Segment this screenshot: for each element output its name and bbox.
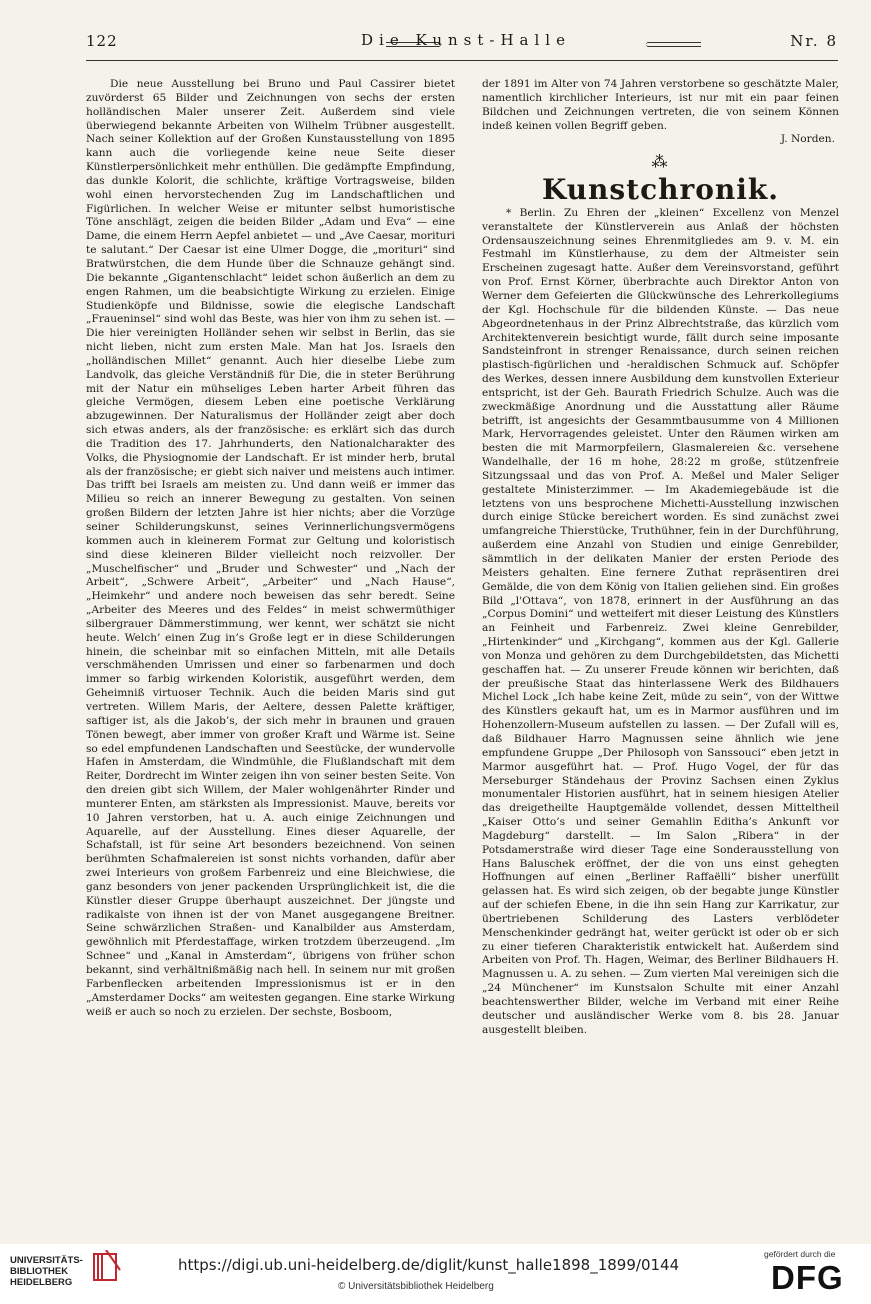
article-continuation: der 1891 im Alter von 74 Jahren verstorbene so geschätzte Maler, namentlich kirchlicher Interieurs, ist nur mit ein paar feinen Bildchen und Zeichnungen vertreten, die von seinem Können indeß keinen vollen Begriff geben. (482, 78, 839, 132)
chronicle-paragraph: * Berlin. Zu Ehren der „kleinen“ Excellenz von Menzel veranstaltete der Künstlerverein aus Anlaß der höchsten Ordensauszeichnung seines Ehrenmitgliedes am 9. v. M. ein Festmahl im Künstlerhause, zu dem der Altmeister sein Erscheinen zugesagt hatte. Außer dem Vereinsvorstand, geführt von Prof. Ernst Körner, überbrachte auch Direktor Anton von Werner dem Gefeierten die Glückwünsche des Lehrerkollegiums der Kgl. Hochschule für die bildenden Künste. — Das neue Abgeordnetenhaus in der Prinz Albrechtstraße, das kürzlich vom Architektenverein besichtigt wurde, fällt durch seine imposante Sandsteinfront in strenger Renaissance, durch seinen reichen plastisch-figürlichen und -heraldischen Schmuck auf. Schöpfer des Werkes, dessen innere Ausbildung dem kunstvollen Exterieur entspricht, ist der Geh. Baurath Friedrich Schulze. Auch was die zweckmäßige Anordnung und die Ausstattung aller Räume betrifft, ist angesichts der Gesammtbausumme von 4 Millionen Mark, Hervorragendes geleistet. Unter den Räumen wirken am besten die mit Marmorpfeilern, Glasmalereien &c. versehene Wandelhalle, der 16 m hohe, 28:22 m große, stützenfreie Sitzungssaal und das von Prof. A. Meßel und Maler Seliger gestaltete Ministerzimmer. — Im Akademiegebäude ist die letztens von uns besprochene Michetti-Ausstellung inzwischen durch einige Stücke bereichert worden. Es sind zunächst zwei umfangreiche Thierstücke, Truthühner, fein in der Durchführung, außerdem eine Anzahl von Studien und einige Genrebilder, sämmtlich in der delikaten Manier der ersten Periode des Meisters gehalten. Eine fernere Zuthat repräsentiren drei Gemälde, die von dem König von Italien geliehen sind. Ein großes Bild „l'Ottava“, von 1878, erinnert in der Ausführung an das „Corpus Domini“ und wetteifert mit dieser Leistung des Künstlers an Feinheit und Farbenreiz. Zwei kleine Genrebilder, „Hirtenkinder“ und „Kirchgang“, kommen aus der Kgl. Gallerie von Monza und gehören zu dem Durchgebildetsten, das Michetti geschaffen hat. — Zu unserer Freude können wir berichten, daß der preußische Staat das hinterlassene Werk des Bildhauers Michel Lock „Ich habe keine Zeit, müde zu sein“, von der Wittwe des Künstlers gekauft hat, um es in Marmor ausführen und im Hohenzollern-Museum aufstellen zu lassen. — Der Zufall will es, daß Bildhauer Harro Magnussen seine ähnlich wie jene empfundene Gruppe „Der Philosoph von Sanssouci“ eben jetzt in Marmor ausgeführt hat. — Prof. Hugo Vogel, der für das Merseburger Ständehaus der Provinz Sachsen einen Zyklus monumentaler Historien ausführt, hat in seinem hiesigen Atelier das dreigetheilte Hauptgemälde vollendet, dessen Mitteltheil „Kaiser Otto’s und seiner Gemahlin Editha’s Ankunft vor Magdeburg“ darstellt. — Im Salon „Ribera“ in der Potsdamerstraße wird dieser Tage eine Sonderausstellung von Hans Baluschek eröffnet, der die von uns einst gehegten Hoffnungen auf einen „Berliner Raffaëlli“ bisher unerfüllt gelassen hat. Es wird sich zeigen, ob der begabte junge Künstler auf der schiefen Ebene, in die ihn sein Hang zur Karrikatur, zur übertriebenen Schilderung des Lasters verblödeter Menschenkinder gedrängt hat, weiter gerückt ist oder ob er sich zu einer tieferen Charakteristik entwickelt hat. Außerdem sind Arbeiten von Prof. Th. Hagen, Weimar, des Berliner Bildhauers H. Magnussen u. A. zu sehen. — Zum vierten Mal vereinigen sich die „24 Münchener“ im Kunstsalon Schulte mit einer Anzahl beachtenswerther Bilder, welche im Verband mit einer Reihe deutscher und ausländischer Werke vom 8. bis 28. Januar ausgestellt bleiben. (482, 206, 839, 1036)
header-rule (86, 60, 838, 61)
issue-number: Nr. 8 (790, 32, 838, 50)
article-paragraph: Die neue Ausstellung bei Bruno und Paul Cassirer bietet zuvörderst 65 Bilder und Zeichnungen von sechs der ersten holländischen Maler unserer Zeit. Außerdem sind viele überwiegend bekannte Arbeiten von Wilhelm Trübner ausgestellt. Nach seiner Kollektion auf der Großen Kunstausstellung von 1895 kann auch die vorliegende keine neue Seite dieser Künstlerpersönlichkeit mehr enthüllen. Die gedämpfte Empfindung, das dunkle Kolorit, die schlichte, kräftige Vortragsweise, bilden wohl einen hervorstechenden Zug im Landschaftlichen und Figürlichen. In welcher Weise er mitunter selbst humoristische Töne anschlägt, zeigen die beiden Bilder „Adam und Eva“ — eine Dame, die einem Herrn Aepfel anbietet — und „Ave Caesar, morituri te salutant.“ Der Caesar ist eine Ulmer Dogge, die „morituri“ sind Bratwürstchen, die dem Hunde über die Schnauze gehängt sind. Die bekannte „Gigantenschlacht“ leidet schon äußerlich an dem zu engen Rahmen, um die beabsichtigte Wirkung zu erzielen. Einige Studienköpfe und Bildnisse, sowie die elegische Landschaft „Fraueninsel“ sind wohl das Beste, was hier von ihm zu sehen ist. — Die hier vereinigten Holländer sehen wir selbst in Berlin, das sie nicht lieben, nicht zum ersten Male. Man hat Jos. Israels den „holländischen Millet“ genannt. Auch hier dieselbe Liebe zum Landvolk, das gleiche Verständniß für Die, die in steter Berührung mit der Natur ein mühseliges Leben harter Arbeit führen das gleiche Vermögen, diesem Leben eine poetische Verklärung abzugewinnen. Der Naturalismus der Holländer zeigt aber doch sich etwas anders, als der französische: es erklärt sich das durch die Tradition des 17. Jahrhunderts, den Nationalcharakter des Volks, die Physiognomie der Landschaft. Er ist minder herb, brutal als der französische; er giebt sich naiver und meistens auch intimer. Das trifft bei Israels am meisten zu. Und dann weiß er immer das Milieu so reich an innerer Bewegung zu gestalten. Von seinen großen Bildern der letzten Jahre ist hier nichts; aber die Vorzüge seiner Schilderungskunst, seines Verinnerlichungsvermögens kommen auch in kleinerem Format zur Geltung und koloristisch sind diese kleineren Bilder vielleicht noch reizvoller. Der „Muschelfischer“ und „Bruder und Schwester“ und „Nach der Arbeit“, „Schwere Arbeit“, „Arbeiter“ und „Nach Hause“, „Heimkehr“ und andere noch beweisen das sehr beredt. Seine „Arbeiter des Meeres und des Feldes“ in meist schwermüthiger silbergrauer Dämmerstimmung, wer kennt, wer schätzt sie nicht heute. Welch’ einen Zug in’s Große legt er in diese Schilderungen hinein, die scheinbar mit so einfachen Mitteln, mit alle Details verschmähenden Umrissen und einer so farbenarmen und doch immer so farbig wirkenden Koloristik, ausgeführt werden, dem Geheimniß virtuoser Technik. Auch die beiden Maris sind gut vertreten. Willem Maris, der Aeltere, dessen Palette kräftiger, saftiger ist, als die Jakob’s, der sich mehr in braunen und grauen Tönen bewegt, aber immer von großer Kraft und Wärme ist. Seine so edel empfundenen Landschaften und Seestücke, der wundervolle Hafen in Amsterdam, die Windmühle, die Flußlandschaft mit dem Reiter, Dordrecht im Winter zeigen ihn von seiner besten Seite. Von den dreien gibt sich Willem, der Maler wohlgenährter Rinder und munterer Enten, am stärksten als Impressionist. Mauve, bereits vor 10 Jahren verstorben, hat u. A. auch einige Zeichnungen und Aquarelle, auf der Ausstellung. Eines dieser Aquarelle, der Schafstall, ist für seine Art besonders bezeichnend. Von seinen berühmten Schafmalereien ist sonst nichts vorhanden, dafür aber zwei Interieurs von großem Farbenreiz und eine Bleichwiese, die ganz besonders von jener packenden Ursprünglichkeit ist, die die Künstler dieser Gruppe überhaupt auszeichnet. Der jüngste und radikalste von ihnen ist der von Manet ausgegangene Breitner. Seine schwärzlichen Straßen- und Kanalbilder aus Amsterdam, gewöhnlich mit Pferdestaffage, wirken trotzdem überzeugend. „Im Schnee“ und „Kanal in Amsterdam“, übrigens von früher schon bekannt, sind verhältnißmäßig nach hell. In seinem nur mit großen Farbenflecken arbeitenden Impressionismus ist er in den „Amsterdamer Docks“ am weitesten gegangen. Eine starke Wirkung weiß er auch so noch zu erzielen. Der sechste, Bosboom, (86, 78, 455, 1018)
library-logo-icon (92, 1250, 122, 1284)
section-heading: Kunstchronik. (541, 173, 780, 207)
dfg-logo: DFG (771, 1259, 844, 1296)
left-column (86, 78, 455, 1228)
header-ornament-right (646, 42, 701, 47)
copyright-text: © Universitätsbibliothek Heidelberg (338, 1281, 494, 1292)
page-header (86, 32, 838, 56)
fleuron-ornament: ⁂ (651, 152, 670, 172)
permalink-url[interactable]: https://digi.ub.uni-heidelberg.de/diglit/kunst_halle1898_1899/0144 (178, 1256, 680, 1274)
running-title: Die Kunst-Halle (361, 31, 571, 49)
author-signature: J. Norden. (780, 133, 835, 146)
right-column (482, 78, 839, 1228)
library-name: UNIVERSITÄTS- BIBLIOTHEK HEIDELBERG (10, 1255, 83, 1288)
funder-caption: gefördert durch die (764, 1249, 836, 1259)
footer-bar (0, 1244, 871, 1304)
page-number: 122 (86, 32, 118, 50)
